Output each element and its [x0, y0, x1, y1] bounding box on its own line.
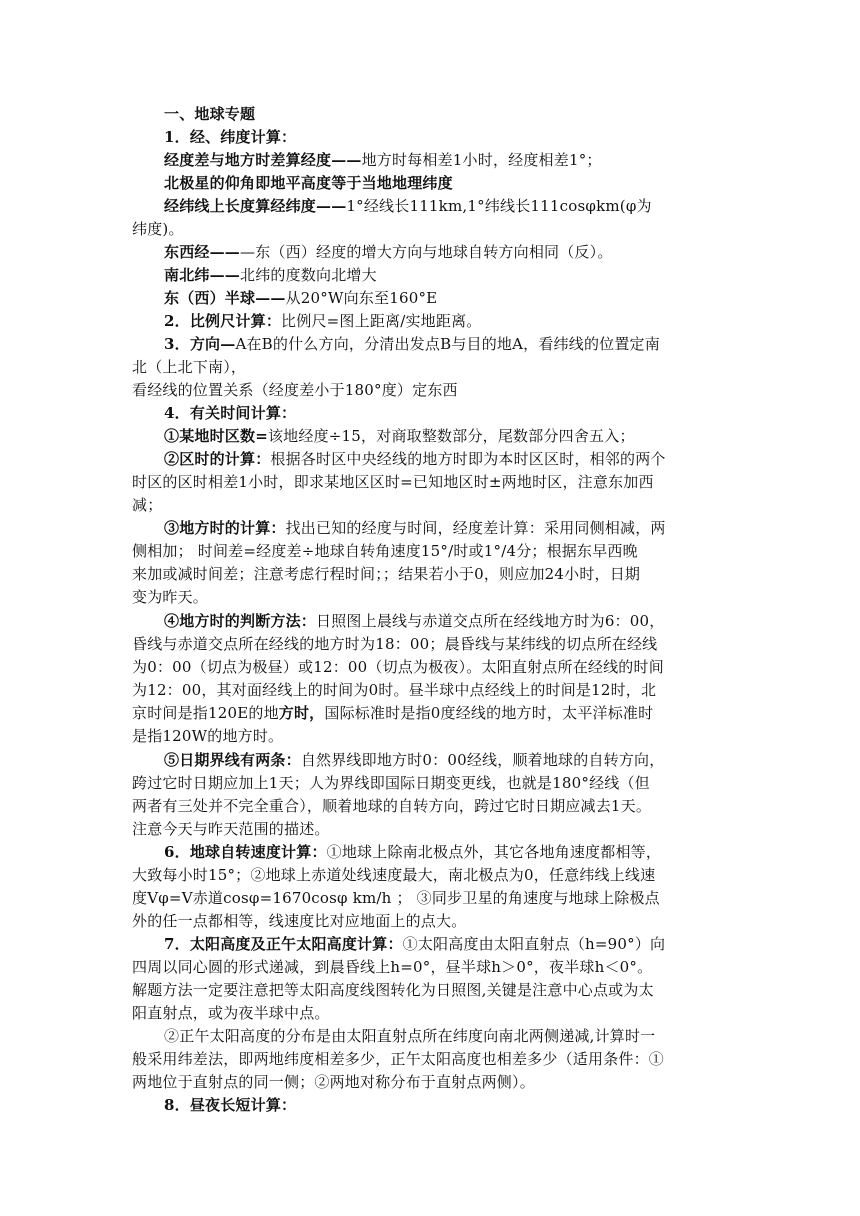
- paragraph: 北极星的仰角即地平高度等于当地地理纬度: [164, 174, 453, 192]
- paragraph: [164, 287, 774, 309]
- text: 国际标准时是指0度经线的地方时，太平洋标准时: [324, 704, 654, 722]
- heading-7: [164, 933, 774, 955]
- paragraph-cont: 来加或减时间差；注意考虑行程时间；；结果若小于0，则应加24小时，日期: [132, 565, 641, 583]
- paragraph-cont: 注意今天与昨天范围的描述。: [132, 820, 330, 838]
- term: 经度差与地方时差算经度——: [164, 151, 362, 169]
- paragraph-cont: 变为昨天。: [132, 588, 209, 606]
- text: 京时间是指120E的地: [132, 704, 279, 722]
- paragraph-cont: 纬度)。: [132, 220, 184, 238]
- paragraph: [164, 195, 774, 217]
- term: 东西经——: [164, 243, 241, 261]
- paragraph-cont: 是指120W的地方时。: [132, 727, 284, 745]
- paragraph-cont: [132, 702, 742, 724]
- text: 找出已知的经度与时间，经度差计算：采用同侧相减，两: [285, 519, 666, 537]
- text: 从20°W向东至160°E: [285, 289, 438, 307]
- paragraph-cont: 昏线与赤道交点所在经线的地方时为18：00；晨昏线与某纬线的切点所在经线: [132, 635, 658, 653]
- paragraph-cont: 两者有三处并不完全重合），顺着地球的自转方向，跨过它时日期应减去1天。: [132, 797, 652, 815]
- term: 经纬线上长度算经纬度——: [164, 197, 347, 215]
- paragraph: [164, 749, 774, 771]
- heading-6: [164, 841, 774, 863]
- text: ①太阳高度由太阳直射点（h=90°）向: [402, 935, 666, 953]
- paragraph-cont: 两地位于直射点的同一侧；②两地对称分布于直射点两侧）。: [132, 1073, 535, 1091]
- paragraph-cont: 大致每小时15°；②地球上赤道处线速度最大，南北极点为0，任意纬线上线速: [132, 866, 656, 884]
- paragraph-cont: 解题方法一定要注意把等太阳高度线图转化为日照图,关键是注意中心点或为太: [132, 981, 654, 999]
- text: A在B的什么方向，分清出发点B与目的地A，看纬线的位置定南: [235, 335, 660, 353]
- paragraph-cont: 北（上北下南），: [132, 358, 247, 376]
- text: —东（西）经度的增大方向与地球自转方向相同（反）。: [240, 243, 613, 261]
- paragraph-cont: 外的任一点都相等，线速度比对应地面上的点大。: [132, 912, 467, 930]
- heading-1: 1．经、纬度计算：: [164, 128, 297, 146]
- paragraph-cont: 为0：00（切点为极昼）或12：00（切点为极夜）。太阳直射点所在经线的时间: [132, 658, 664, 676]
- term: ②区时的计算：: [164, 450, 271, 468]
- paragraph: [164, 448, 774, 470]
- term: 2．比例尺计算：: [164, 312, 282, 330]
- text: 北纬的度数向北增大: [240, 266, 377, 284]
- section-title: 一、地球专题: [164, 105, 256, 123]
- text: 自然界线即地方时0：00经线，顺着地球的自转方向，: [300, 751, 665, 769]
- paragraph-cont: 看经线的位置关系（经度差小于180°度）定东西: [132, 381, 458, 399]
- paragraph: [164, 264, 774, 286]
- paragraph: [164, 149, 774, 171]
- heading-8: 8．昼夜长短计算：: [164, 1096, 297, 1114]
- text: 根据各时区中央经线的地方时即为本时区区时，相邻的两个: [270, 450, 666, 468]
- paragraph-cont: 阳直射点，或为夜半球中点。: [132, 1004, 330, 1022]
- term: ③地方时的计算：: [164, 519, 286, 537]
- paragraph-cont: 四周以同心圆的形式递减，到晨昏线上h=0°，昼半球h＞0°，夜半球h＜0°。: [132, 958, 653, 976]
- paragraph: ②正午太阳高度的分布是由太阳直射点所在纬度向南北两侧递减,计算时一: [164, 1027, 656, 1045]
- text: 1°经线长111km,1°纬线长111cosφkm(φ为: [346, 197, 652, 215]
- paragraph-cont: 跨过它时日期应加上1天；人为界线即国际日期变更线，也就是180°经线（但: [132, 774, 650, 792]
- term: 方时，: [278, 704, 325, 722]
- term: ④地方时的判断方法：: [164, 612, 317, 630]
- paragraph-cont: 时区的区时相差1小时，即求某地区区时=已知地区时±两地时区，注意东加西: [132, 473, 654, 491]
- term: 7．太阳高度及正午太阳高度计算：: [164, 935, 403, 953]
- paragraph: [164, 241, 774, 263]
- paragraph-cont: 减；: [132, 496, 163, 514]
- term: 东（西）半球——: [164, 289, 286, 307]
- term: 3．方向—: [164, 335, 236, 353]
- term: ⑤日期界线有两条：: [164, 751, 301, 769]
- paragraph-cont: 般采用纬差法，即两地纬度相差多少，正午太阳高度也相差多少（适用条件：①: [132, 1050, 665, 1068]
- term: 6．地球自转速度计算：: [164, 843, 327, 861]
- text: 比例尺=图上距离/实地距离。: [281, 312, 482, 330]
- paragraph-cont: 侧相加； 时间差=经度差÷地球自转角速度15°/时或1°/4分；根据东早西晚: [132, 542, 638, 560]
- term: 南北纬——: [164, 266, 241, 284]
- heading-2: [164, 310, 774, 332]
- paragraph-cont: 为12：00，其对面经线上的时间为0时。昼半球中点经线上的时间是12时，北: [132, 681, 657, 699]
- paragraph: [164, 425, 774, 447]
- paragraph: [164, 517, 774, 539]
- text: ①地球上除南北极点外，其它各地角速度都相等，: [326, 843, 662, 861]
- paragraph-cont: 度Vφ=V赤道cosφ=1670cosφ km/h ； ③同步卫星的角速度与地球上除极点: [132, 889, 660, 907]
- heading-4: 4．有关时间计算：: [164, 404, 297, 422]
- text: 该地经度÷15，对商取整数部分，尾数部分四舍五入；: [267, 427, 635, 445]
- heading-3: [164, 333, 774, 355]
- text: 地方时每相差1小时，经度相差1°；: [361, 151, 602, 169]
- paragraph: [164, 610, 774, 632]
- text: 日照图上晨线与赤道交点所在经线地方时为6：00，: [316, 612, 665, 630]
- term: ①某地时区数=: [164, 427, 268, 445]
